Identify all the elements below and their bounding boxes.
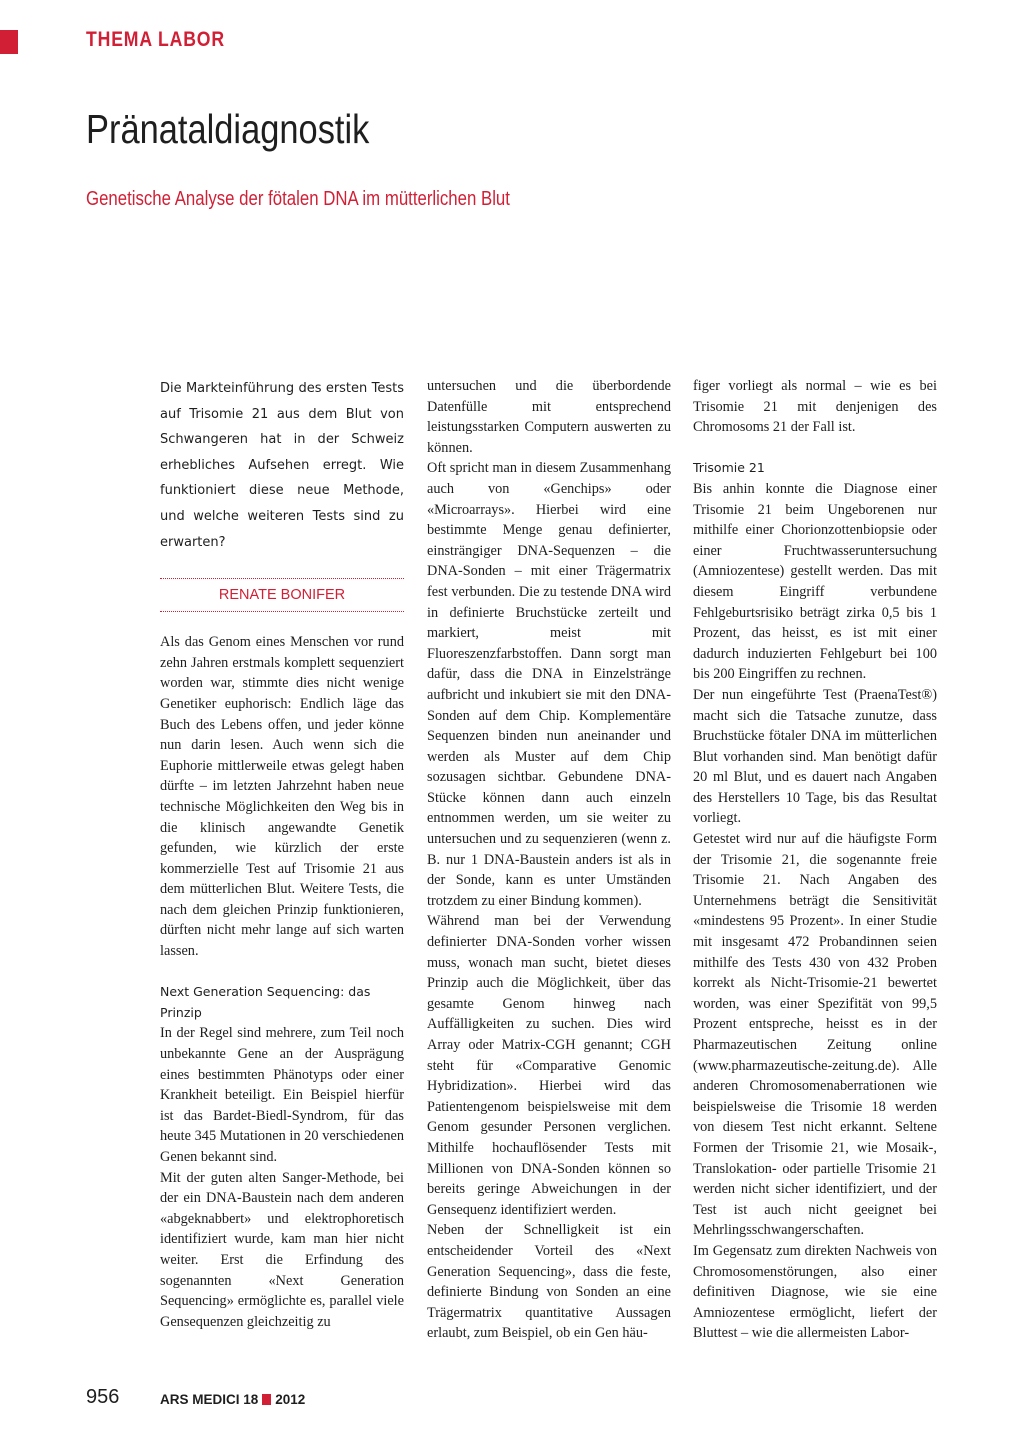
column-3 [693, 376, 937, 1344]
column-2 [427, 376, 671, 1344]
journal-year: 2012 [275, 1392, 306, 1407]
paragraph: Der nun eingeführte Test (PraenaTest®) macht sich die Tatsache zunutze, dass Bruchstücke fötaler DNA im mütterlichen Blut vorhanden sind. Man benötigt dafür 20 ml Blut, und es dauert nach Angaben des Herstellers 10 Tage, bis das Resultat vorliegt. [693, 686, 937, 827]
section-label: THEMA LABOR [86, 28, 225, 51]
footer-square-icon [262, 1394, 271, 1405]
paragraph: Oft spricht man in diesem Zusammenhang auch von «Genchips» oder «Microarrays». Hierbei wird eine bestimmte Menge genau definierter, einsträngiger DNA-Sequenzen – die DNA-Sonden – mit einer Trägermatrix fest verbunden. Die zu testende DNA wird in definierte Bruchstücke zerteilt und markiert, meist mit Fluoreszenzfarbstoffen. Dann sorgt man dafür, dass die DNA in Einzelstränge aufbricht und inkubiert sie mit den DNA-Sonden auf dem Chip. Komplementäre Sequenzen binden nun aneinander und werden als Muster auf dem Chip sozusagen sichtbar. Gebundene DNA-Stücke können dann auch einzeln entnommen werden, um sie weiter zu untersuchen und zu sequenzieren (wenn z. B. nur 1 DNA-Baustein anders ist als in der Sonde, kann es unter Umständen trotzdem zu einer Bindung kommen). [427, 460, 671, 909]
paragraph: Neben der Schnelligkeit ist ein entscheidender Vorteil des «Next Generation Sequencing», dass die feste, definierte Bindung von Sonden an eine Trägermatrix quantitative Aussagen erlaubt, zum Beispiel, ob ein Gen häu- [427, 1222, 671, 1342]
paragraph: Während man bei der Verwendung definierter DNA-Sonden vorher wissen muss, wonach man sucht, bietet dieses Prinzip auch die Möglichkeit, über das gesamte Genom hinweg nach Auffälligkeiten zu suchen. Dies wird Array oder Matrix-CGH genannt; CGH steht für «Comparative Genomic Hybridization». Hierbei wird das Patientengenom beispielsweise mit dem Genom gesunder Personen verglichen. Mithilfe hochauflösender Tests mit Millionen von DNA-Sonden können so bereits geringe Abweichungen in der Gensequenz identifiziert werden. [427, 913, 671, 1218]
section-color-marker [0, 30, 18, 54]
paragraph: Mit der guten alten Sanger-Methode, bei der ein DNA-Baustein nach dem anderen «abgeknabbert» und elektrophoretisch identifiziert wurde, kam man hier nicht weiter. Erst die Erfindung des sogenannten «Next Generation Sequencing» ermöglichte es, parallel viele Gensequenzen gleichzeitig zu [160, 1169, 404, 1330]
author-divider-top [160, 578, 404, 579]
paragraph: Im Gegensatz zum direkten Nachweis von Chromosomenstörungen, also einer definitiven Diagnose, wie sie eine Amniozentese ermöglicht, liefert der Bluttest – wie die allermeisten Labor- [693, 1242, 937, 1342]
author-divider-bottom [160, 611, 404, 612]
page-number: 956 [86, 1386, 120, 1408]
journal-name: ARS MEDICI 18 [160, 1392, 259, 1407]
author-byline: RENATE BONIFER [218, 587, 346, 604]
column-1 [160, 376, 404, 1332]
journal-footer [160, 1392, 305, 1407]
column-3-body [693, 376, 937, 1344]
paragraph: figer vorliegt als normal – wie es bei Trisomie 21 mit denjenigen des Chromosoms 21 der Fall ist. [693, 378, 937, 436]
paragraph: Bis anhin konnte die Diagnose einer Trisomie 21 beim Ungeborenen nur mithilfe einer Chorionzottenbiopsie oder einer Fruchtwasseruntersuchung (Amniozentese) gestellt werden. Das mit diesem Eingriff verbundene Fehlgeburtsrisiko beträgt zirka 0,5 bis 1 Prozent, das heisst, es ist mit einer dadurch induzierten Fehlgeburt bei 100 bis 200 Eingriffen zu rechnen. [693, 480, 937, 683]
column-2-body [427, 376, 671, 1344]
section-heading: Next Generation Sequencing: das Prinzip [160, 984, 371, 1020]
article-subtitle: Genetische Analyse der fötalen DNA im mütterlichen Blut [86, 188, 510, 210]
article-title: Pränataldiagnostik [86, 106, 370, 152]
paragraph: Getestet wird nur auf die häufigste Form der Trisomie 21, die sogenannte freie Trisomie 21. Nach Angaben des Unternehmens beträgt die Sensitivität «mindestens 95 Prozent». In einer Studie mit insgesamt 472 Probandinnen seien mithilfe des Tests 430 von 432 Proben korrekt als Nicht-Trisomie-21 bewertet worden, was einer Spezifität von 99,5 Prozent entspreche, heisst es in der Pharmazeutischen Zeitung online (www.pharmazeutische-zeitung.de). Alle anderen Chromosomenaberrationen wie beispielsweise die Trisomie 18 werden von diesem Test nicht erkannt. Seltene Formen der Trisomie 21, wie Mosaik-, Translokation- oder partielle Trisomie 21 werden nicht sicher identifiziert, und der Test ist auch nicht geeignet bei Mehrlingsschwangerschaften. [693, 831, 937, 1239]
paragraph: In der Regel sind mehrere, zum Teil noch unbekannte Gene an der Ausprägung eines bestimmten Phänotyps oder einer Krankheit beteiligt. Ein Beispiel hierfür ist das Bardet-Biedl-Syndrom, für das heute 345 Mutationen in 20 verschiedenen Genen bekannt sind. [160, 1025, 404, 1165]
paragraph: Als das Genom eines Menschen vor rund zehn Jahren erstmals komplett sequenziert worden war, stimmte dies nicht wenige Genetiker euphorisch: Endlich läge das Buch des Lebens offen, und jeder könne nun darin lesen. Auch wenn sich die Euphorie mittlerweile etwas gelegt haben dürfte – im letzten Jahrzehnt haben neue technische Möglichkeiten den Weg bis in die klinisch angewandte Genetik gefunden, wie kürzlich der erste kommerzielle Test auf Trisomie 21 aus dem mütterlichen Blut. Weitere Tests, die nach dem gleichen Prinzip funktionieren, dürften nicht mehr lange auf sich warten lassen. [160, 634, 404, 960]
column-1-body [160, 632, 404, 1332]
paragraph: untersuchen und die überbordende Datenfülle mit entsprechend leistungsstarken Computern auswerten zu können. [427, 378, 671, 456]
section-heading: Trisomie 21 [693, 460, 765, 476]
article-lead: Die Markteinführung des ersten Tests auf Trisomie 21 aus dem Blut von Schwangeren hat in der Schweiz erhebliches Aufsehen erregt. Wie funktioniert diese neue Methode, und welche weiteren Tests sind zu erwarten? [160, 381, 404, 550]
